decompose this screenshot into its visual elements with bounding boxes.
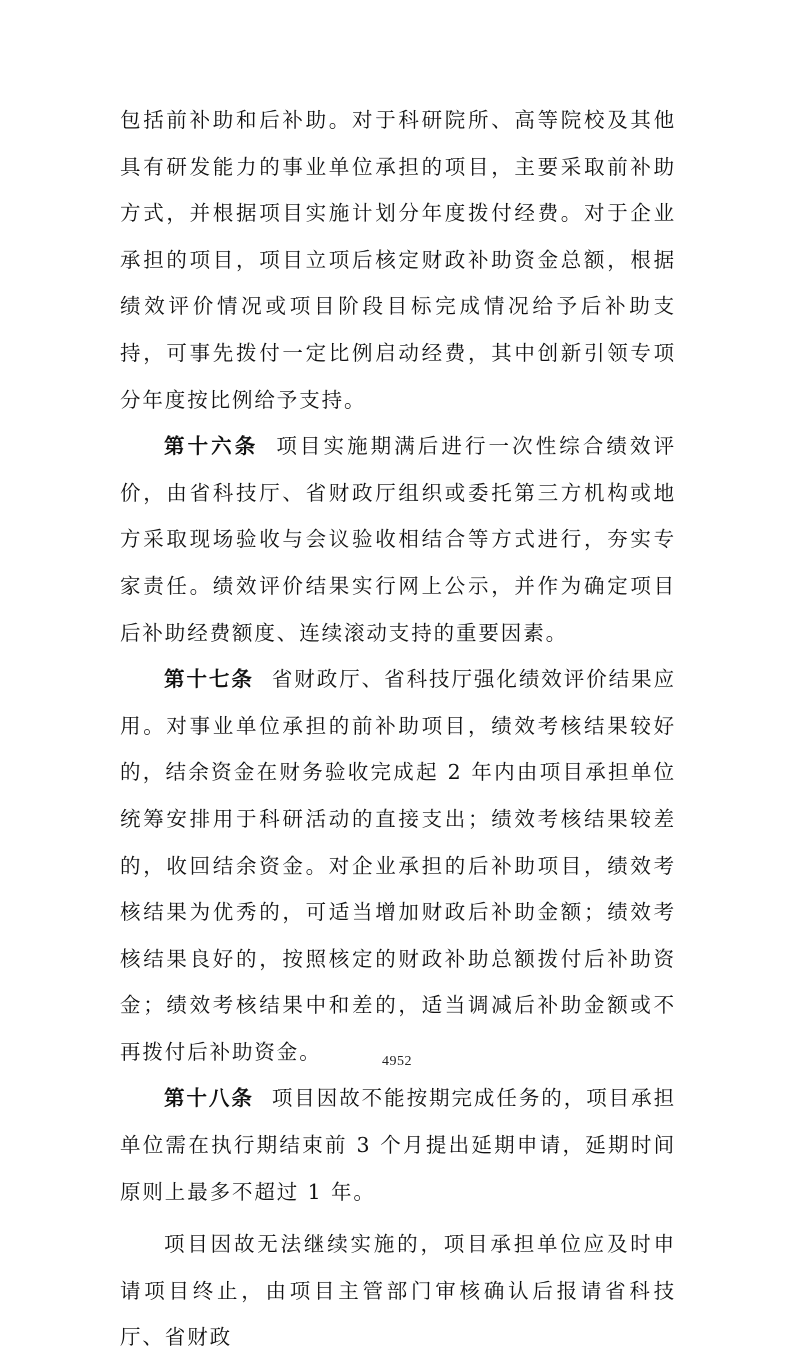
paragraph-text: 项目因故不能按期完成任务的，项目承担单位需在执行期结束前 3 个月提出延期申请，延期时间原则上最多不超过 1 年。 bbox=[120, 1086, 676, 1204]
paragraph-text: 项目实施期满后进行一次性综合绩效评价，由省科技厅、省财政厅组织或委托第三方机构或地方采取现场验收与会议验收相结合等方式进行，夯实专家责任。绩效评价结果实行网上公示，并作为确定项目后补助经费额度、连续滚动支持的重要因素。 bbox=[120, 434, 676, 645]
page-number: 4952 bbox=[382, 1054, 412, 1069]
paragraph-text: 省财政厅、省科技厅强化绩效评价结果应用。对事业单位承担的前补助项目，绩效考核结果较好的，结余资金在财务验收完成起 2 年内由项目承担单位统筹安排用于科研活动的直接支出；绩效考核结果较差的，收回结余资金。对企业承担的后补助项目，绩效考核结果为优秀的，可适当增加财政后补助金额；绩效考核结果良好的，按照核定的财政补助总额拨付后补助资金；绩效考核结果中和差的，适当调减后补助金额或不再拨付后补助资金。 bbox=[120, 667, 676, 1064]
article-number: 第十六条 bbox=[164, 434, 259, 459]
article-number: 第十八条 bbox=[164, 1086, 254, 1111]
paragraph-article-16 bbox=[120, 423, 676, 656]
paragraph-text: 项目因故无法继续实施的，项目承担单位应及时申请项目终止，由项目主管部门审核确认后报请省科技厅、省财政 bbox=[120, 1232, 676, 1350]
paragraph-termination bbox=[120, 1221, 676, 1361]
article-number: 第十七条 bbox=[164, 667, 254, 692]
document-body bbox=[120, 97, 676, 1361]
paragraph-text: 包括前补助和后补助。对于科研院所、高等院校及其他具有研发能力的事业单位承担的项目，主要采取前补助方式，并根据项目实施计划分年度拨付经费。对于企业承担的项目，项目立项后核定财政补助资金总额，根据绩效评价情况或项目阶段目标完成情况给予后补助支持，可事先拨付一定比例启动经费，其中创新引领专项分年度按比例给予支持。 bbox=[120, 108, 676, 412]
paragraph-article-17 bbox=[120, 656, 676, 1075]
paragraph-article-18 bbox=[120, 1075, 676, 1215]
paragraph-continuation bbox=[120, 97, 676, 423]
